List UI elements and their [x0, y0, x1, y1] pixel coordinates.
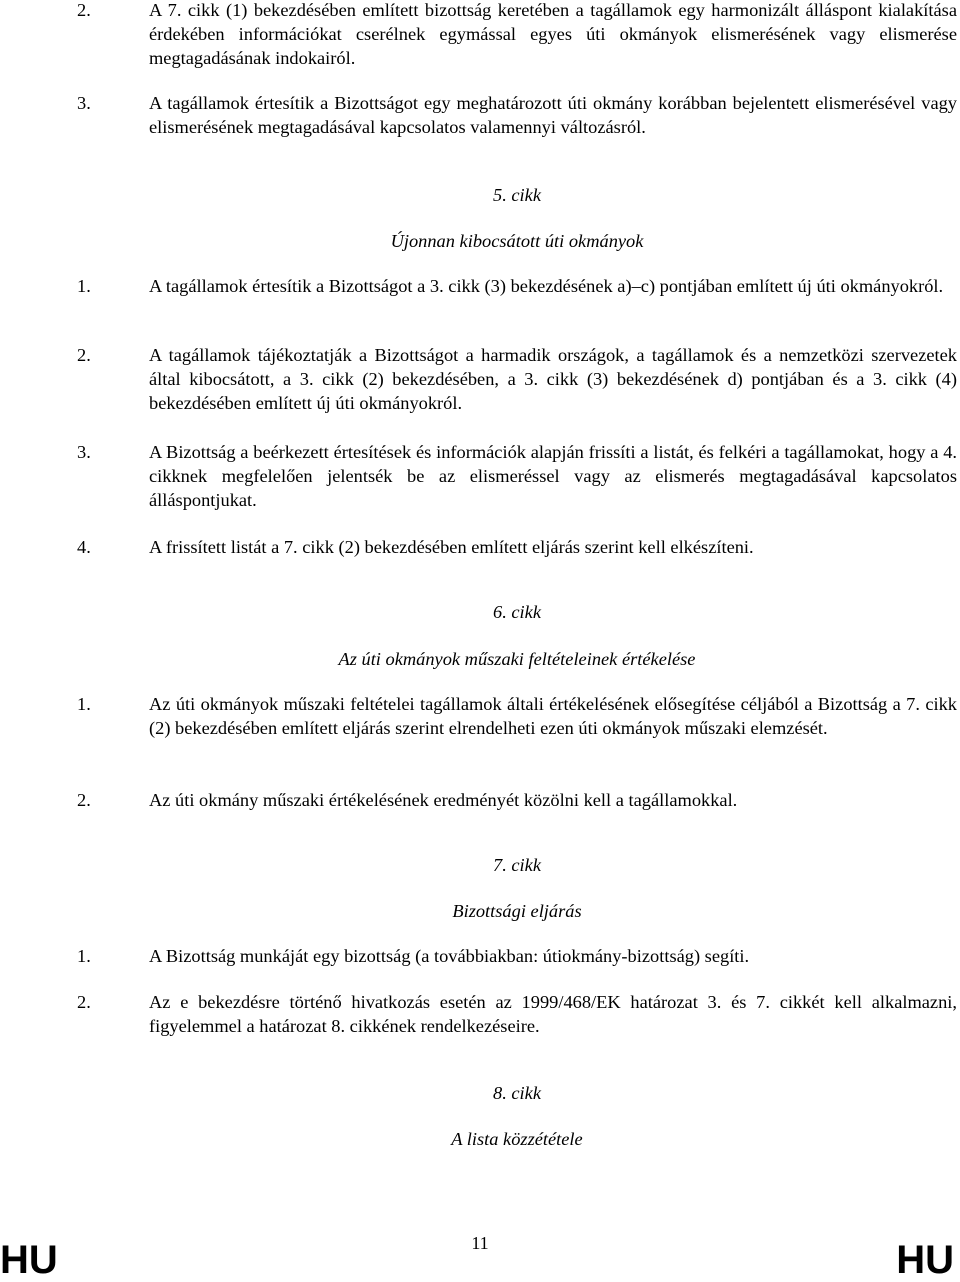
- paragraph-7-1: [77, 944, 957, 968]
- paragraph-text: A tagállamok értesítik a Bizottságot egy meghatározott úti okmány korábban bejelentett elismerésével vagy elismerésének megtagadásával kapcsolatos valamennyi változásról.: [149, 93, 957, 137]
- paragraph-text: A frissített listát a 7. cikk (2) bekezdésében említett eljárás szerint kell elkészíteni.: [149, 537, 754, 557]
- paragraph-text: A Bizottság a beérkezett értesítések és információk alapján frissíti a listát, és felkéri a tagállamokat, hogy a 4. cikknek megfelelően jelentsék be az elismeréssel vagy az elismerés megtagadásával kapcsolatos álláspontjukat.: [149, 442, 957, 510]
- paragraph-number: 1.: [77, 276, 91, 296]
- paragraph-number: 3.: [77, 93, 91, 113]
- article-5-title: Újonnan kibocsátott úti okmányok: [390, 231, 644, 251]
- paragraph-text: Az e bekezdésre történő hivatkozás esetén az 1999/468/EK határozat 3. és 7. cikkét kell alkalmazni, figyelemmel a határozat 8. cikkének rendelkezéseire.: [149, 992, 957, 1036]
- page-number: 11: [471, 1233, 489, 1253]
- paragraph-number: 4.: [77, 537, 91, 557]
- paragraph-4-2: [77, 0, 957, 70]
- paragraph-number: 2.: [77, 345, 91, 365]
- paragraph-text: A 7. cikk (1) bekezdésében említett bizottság keretében a tagállamok egy harmonizált álláspont kialakítása érdekében információkat cserélnek egymással egyes úti okmányok elismerésének vagy elismerése megtagadásának indokairól.: [149, 0, 957, 68]
- paragraph-text: Az úti okmány műszaki értékelésének eredményét közölni kell a tagállamokkal.: [149, 790, 738, 810]
- paragraph-5-1: [77, 274, 957, 298]
- paragraph-6-2: [77, 788, 957, 812]
- article-7-title: Bizottsági eljárás: [452, 901, 582, 921]
- paragraph-text: A Bizottság munkáját egy bizottság (a továbbiakban: útiokmány-bizottság) segíti.: [149, 946, 750, 966]
- paragraph-5-3: [77, 440, 957, 512]
- paragraph-text: A tagállamok értesítik a Bizottságot a 3. cikk (3) bekezdésének a)–c) pontjában említett új úti okmányokról.: [149, 276, 944, 296]
- paragraph-number: 2.: [77, 992, 91, 1012]
- footer-language-right: HU: [896, 1238, 954, 1282]
- paragraph-number: 1.: [77, 694, 91, 714]
- paragraph-number: 2.: [77, 0, 91, 20]
- article-8-heading: 8. cikk: [493, 1083, 541, 1103]
- paragraph-5-2: [77, 343, 957, 415]
- paragraph-number: 3.: [77, 442, 91, 462]
- article-5-heading: 5. cikk: [493, 185, 541, 205]
- paragraph-number: 2.: [77, 790, 91, 810]
- article-8-title: A lista közzététele: [451, 1129, 583, 1149]
- paragraph-text: Az úti okmányok műszaki feltételei tagállamok általi értékelésének elősegítése céljából a Bizottság a 7. cikk (2) bekezdésében említett eljárás szerint elrendelheti ezen úti okmányok műszaki elemzését.: [149, 694, 957, 738]
- footer-language-left: HU: [0, 1238, 58, 1282]
- paragraph-4-3: [77, 91, 957, 139]
- paragraph-6-1: [77, 692, 957, 740]
- paragraph-number: 1.: [77, 946, 91, 966]
- article-6-title: Az úti okmányok műszaki feltételeinek értékelése: [338, 649, 696, 669]
- article-6-heading: 6. cikk: [493, 602, 541, 622]
- paragraph-text: A tagállamok tájékoztatják a Bizottságot a harmadik országok, a tagállamok és a nemzetközi szervezetek által kibocsátott, a 3. cikk (2) bekezdésében, a 3. cikk (3) bekezdésének d) pontjában és a 3. cikk (4) bekezdésében említett új úti okmányokról.: [149, 345, 957, 413]
- paragraph-7-2: [77, 990, 957, 1038]
- article-7-heading: 7. cikk: [493, 855, 541, 875]
- paragraph-5-4: [77, 535, 957, 559]
